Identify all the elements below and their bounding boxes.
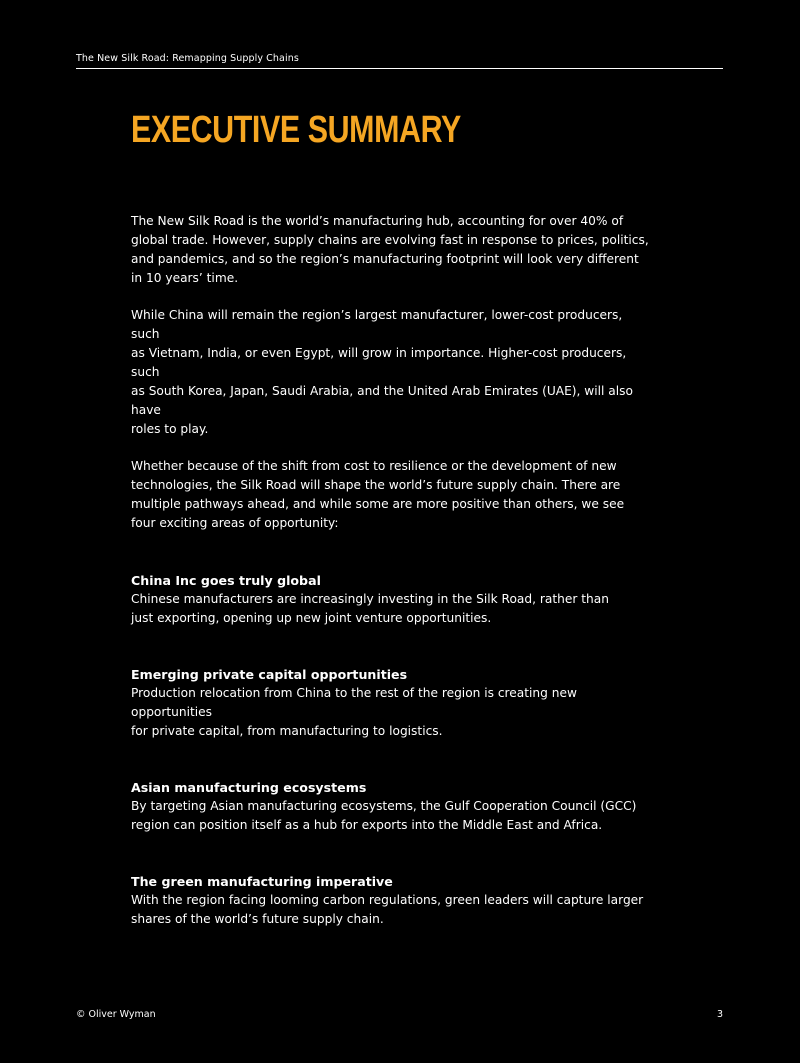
text-line: While China will remain the region’s largest manufacturer, lower-cost producers, such (131, 308, 623, 341)
footer-copyright: © Oliver Wyman (76, 1009, 156, 1020)
text-line: Production relocation from China to the rest of the region is creating new opportunities (131, 686, 577, 719)
opportunity-description (131, 684, 651, 741)
opportunities-list (131, 571, 651, 929)
opportunity-item (131, 665, 651, 741)
text-line: The New Silk Road is the world’s manufacturing hub, accounting for over 40% of (131, 214, 624, 228)
text-line: for private capital, from manufacturing to logistics. (131, 724, 443, 738)
intro-section (131, 212, 651, 533)
intro-paragraph-2 (131, 306, 651, 439)
opportunity-heading: The green manufacturing imperative (131, 874, 393, 889)
opportunity-item (131, 872, 651, 929)
text-line: shares of the world’s future supply chain. (131, 912, 384, 926)
opportunity-heading: Asian manufacturing ecosystems (131, 780, 367, 795)
page-number: 3 (716, 1009, 723, 1020)
text-line: region can position itself as a hub for exports into the Middle East and Africa. (131, 818, 603, 832)
opportunity-description (131, 891, 651, 929)
opportunity-description (131, 797, 651, 835)
text-line: By targeting Asian manufacturing ecosystems, the Gulf Cooperation Council (GCC) (131, 799, 637, 813)
text-line: Chinese manufacturers are increasingly investing in the Silk Road, rather than (131, 592, 609, 606)
intro-paragraph-1 (131, 212, 651, 288)
text-line: Whether because of the shift from cost to resilience or the development of new (131, 459, 617, 473)
text-line: roles to play. (131, 422, 209, 436)
opportunity-heading: China Inc goes truly global (131, 573, 321, 588)
header-divider (76, 68, 723, 69)
text-line: With the region facing looming carbon regulations, green leaders will capture larger (131, 893, 644, 907)
main-content (131, 212, 651, 966)
text-line: global trade. However, supply chains are evolving fast in response to prices, politics, (131, 233, 649, 247)
opportunity-description (131, 590, 651, 628)
intro-paragraph-3 (131, 457, 651, 533)
text-line: as Vietnam, India, or even Egypt, will grow in importance. Higher-cost producers, such (131, 346, 627, 379)
text-line: as South Korea, Japan, Saudi Arabia, and the United Arab Emirates (UAE), will also have (131, 384, 633, 417)
text-line: multiple pathways ahead, and while some are more positive than others, we see (131, 497, 625, 511)
opportunity-heading: Emerging private capital opportunities (131, 667, 408, 682)
page-title: EXECUTIVE SUMMARY (131, 109, 461, 151)
text-line: technologies, the Silk Road will shape the world’s future supply chain. There are (131, 478, 621, 492)
running-header: The New Silk Road: Remapping Supply Chains (76, 53, 299, 64)
text-line: just exporting, opening up new joint venture opportunities. (131, 611, 492, 625)
text-line: in 10 years’ time. (131, 271, 239, 285)
opportunity-item (131, 571, 651, 628)
text-line: and pandemics, and so the region’s manufacturing footprint will look very different (131, 252, 639, 266)
text-line: four exciting areas of opportunity: (131, 516, 339, 530)
opportunity-item (131, 778, 651, 835)
